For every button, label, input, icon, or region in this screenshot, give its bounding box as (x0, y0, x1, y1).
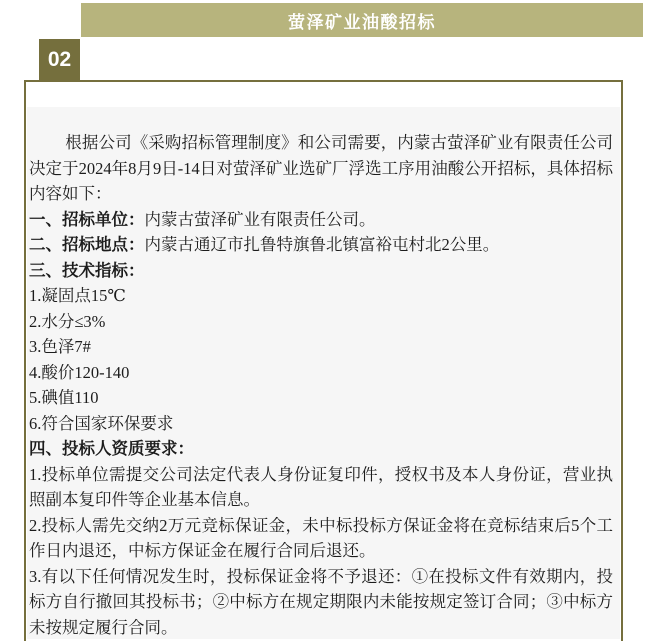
spec-line-moisture: 2.水分≤3% (29, 311, 106, 331)
item-technical-specs-label: 三、技术指标： (29, 260, 145, 280)
item-tender-unit-text: 内蒙古萤泽矿业有限责任公司。 (144, 209, 376, 229)
item-technical-specs-heading (29, 258, 613, 284)
spec-line-environmental: 6.符合国家环保要求 (29, 413, 174, 433)
spec-line-color: 3.色泽7# (29, 337, 91, 356)
item-tender-location-label: 二、招标地点： (29, 235, 145, 254)
header-bar (81, 3, 643, 37)
content-box (24, 80, 623, 641)
item-tender-unit-label: 一、招标单位： (29, 209, 145, 229)
document-intro: 根据公司《采购招标管理制度》和公司需要，内蒙古萤泽矿业有限责任公司决定于2024年8月9日-14日对萤泽矿业选矿厂浮选工序用油酸公开招标，具体招标内容如下： (29, 133, 613, 203)
item-bidder-qualifications-label: 四、投标人资质要求： (29, 439, 194, 458)
content-panel (27, 107, 620, 639)
requirement-paragraph-forfeiture: 3.有以下任何情况发生时，投标保证金将不予退还：①在投标文件有效期内，投标方自行撤回其投标书；②中标方在规定期限内未能按规定签订合同；③中标方未按规定履行合同。 (29, 566, 613, 637)
requirement-paragraph-deposit: 2.投标人需先交纳2万元竞标保证金，未中标投标方保证金将在竞标结束后5个工作日内退还，中标方保证金在履行合同后退还。 (29, 515, 613, 560)
spec-line-acid-value: 4.酸价120-140 (29, 362, 130, 382)
badge-number: 02 (47, 47, 72, 71)
item-tender-location-text: 内蒙古通辽市扎鲁特旗鲁北镇富裕屯村北2公里。 (144, 235, 500, 254)
section-number-badge (39, 39, 80, 80)
page-title: 萤泽矿业油酸招标 (288, 12, 436, 32)
item-tender-location (29, 232, 613, 258)
item-bidder-qualifications-heading (29, 436, 613, 462)
requirement-paragraph-documents: 1.投标单位需提交公司法定代表人身份证复印件，授权书及本人身份证，营业执照副本复印件等企业基本信息。 (29, 464, 613, 509)
spec-line-coagulation-point: 1.凝固点15℃ (29, 286, 126, 305)
item-tender-unit (29, 207, 613, 233)
spec-line-iodine-value: 5.碘值110 (29, 388, 99, 407)
